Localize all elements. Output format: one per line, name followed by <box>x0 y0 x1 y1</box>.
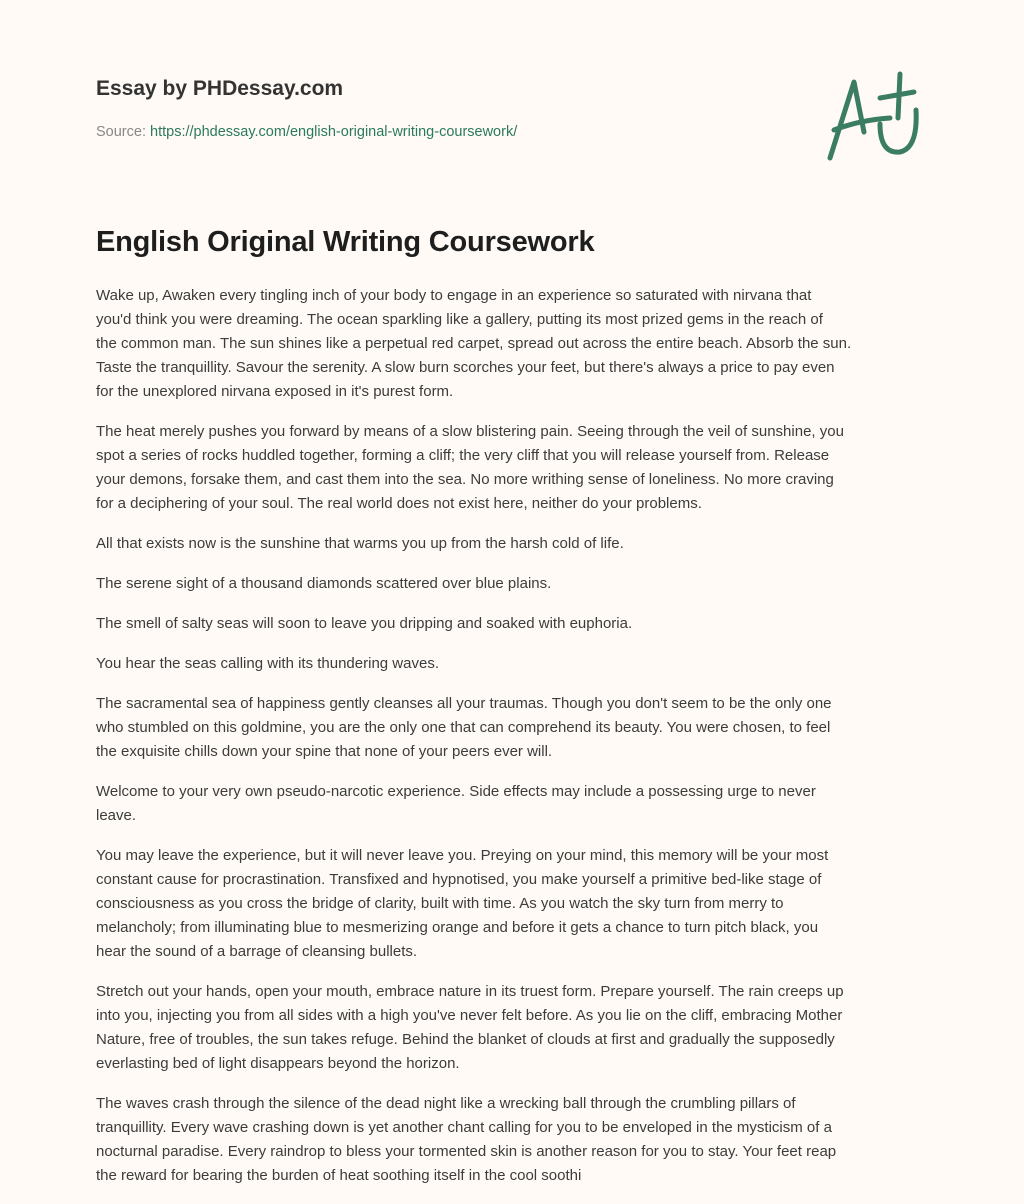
essay-body <box>96 284 936 1204</box>
essay-paragraph <box>96 1092 936 1188</box>
paragraph-line: everlasting bed of light disappears beyond the horizon. <box>96 1055 460 1072</box>
essay-paragraph <box>96 532 936 556</box>
paragraph-line: tranquillity. Every wave crashing down is yet another chant calling for you to be enveloped in the mysticism of a <box>96 1119 832 1136</box>
site-title: Essay by PHDessay.com <box>96 77 344 100</box>
paragraph-line: Taste the tranquillity. Savour the serenity. A slow burn scorches your feet, but there's always a price to pay even <box>96 359 835 376</box>
paragraph-line: spot a series of rocks huddled together, forming a cliff; the very cliff that you will release yourself from. Release <box>96 447 830 464</box>
paragraph-line: you'd think you were dreaming. The ocean sparkling like a gallery, putting its most prized gems in the reach of <box>96 311 823 328</box>
essay-title: English Original Writing Coursework <box>96 226 595 258</box>
paragraph-line: Stretch out your hands, open your mouth, embrace nature in its truest form. Prepare yourself. The rain creeps up <box>96 983 844 1000</box>
paragraph-line: into you, injecting you from all sides with a high you've never felt before. As you lie on the cliff, embracing Mother <box>96 1007 843 1024</box>
paragraph-line: The sacramental sea of happiness gently cleanses all your traumas. Though you don't seem to be the only one <box>96 695 832 712</box>
essay-paragraph <box>96 572 936 596</box>
source-line <box>96 124 517 140</box>
paragraph-line: the common man. The sun shines like a perpetual red carpet, spread out across the entire beach. Absorb the sun. <box>96 335 852 352</box>
essay-paragraph <box>96 980 936 1076</box>
paragraph-line: The smell of salty seas will soon to leave you dripping and soaked with euphoria. <box>96 615 633 632</box>
paragraph-line: who stumbled on this goldmine, you are the only one that can comprehend its beauty. You were chosen, to feel <box>96 719 831 736</box>
paragraph-line: All that exists now is the sunshine that warms you up from the harsh cold of life. <box>96 535 624 552</box>
essay-paragraph <box>96 420 936 516</box>
paragraph-line: your demons, forsake them, and cast them into the sea. No more writhing sense of loneliness. No more craving <box>96 471 834 488</box>
source-link[interactable]: https://phdessay.com/english-original-writing-coursework/ <box>150 124 518 140</box>
paragraph-line: the exquisite chills down your spine that none of your peers ever will. <box>96 743 553 760</box>
paragraph-line: Nature, free of troubles, the sun takes refuge. Behind the blanket of clouds at first and gradually the supposedly <box>96 1031 835 1048</box>
essay-paragraph <box>96 612 936 636</box>
paragraph-line: Welcome to your very own pseudo-narcotic experience. Side effects may include a possessing urge to never <box>96 783 816 800</box>
paragraph-line: You may leave the experience, but it will never leave you. Preying on your mind, this memory will be your most <box>96 847 829 864</box>
paragraph-line: for the unexplored nirvana exposed in it's purest form. <box>96 383 454 400</box>
paragraph-line: The heat merely pushes you forward by means of a slow blistering pain. Seeing through the veil of sunshine, you <box>96 423 844 440</box>
paragraph-line: The waves crash through the silence of the dead night like a wrecking ball through the crumbling pillars of <box>96 1095 796 1112</box>
source-label: Source: <box>96 124 146 140</box>
essay-paragraph <box>96 780 936 828</box>
paragraph-line: constant cause for procrastination. Transfixed and hypnotised, you make yourself a primitive bed-like stage of <box>96 871 822 888</box>
paragraph-line: You hear the seas calling with its thundering waves. <box>96 655 439 672</box>
paragraph-line: Wake up, Awaken every tingling inch of your body to engage in an experience so saturated with nirvana that <box>96 287 812 304</box>
essay-paragraph <box>96 284 936 404</box>
a-plus-logo <box>820 68 930 164</box>
paragraph-line: nocturnal paradise. Every raindrop to bless your tormented skin is another reason for you to stay. Your feet reap <box>96 1143 837 1160</box>
paragraph-line: The serene sight of a thousand diamonds scattered over blue plains. <box>96 575 552 592</box>
paragraph-line: melancholy; from illuminating blue to mesmerizing orange and before it gets a chance to turn pitch black, you <box>96 919 819 936</box>
essay-paragraph <box>96 692 936 764</box>
essay-paragraph <box>96 652 936 676</box>
paragraph-line: the reward for bearing the burden of heat soothing itself in the cool soothi <box>96 1167 582 1184</box>
paragraph-line: hear the sound of a barrage of cleansing bullets. <box>96 943 418 960</box>
essay-paragraph <box>96 844 936 964</box>
paragraph-line: for a deciphering of your soul. The real world does not exist here, neither do your problems. <box>96 495 702 512</box>
paragraph-line: consciousness as you cross the bridge of clarity, built with time. As you watch the sky turn from merry to <box>96 895 784 912</box>
paragraph-line: leave. <box>96 807 137 824</box>
